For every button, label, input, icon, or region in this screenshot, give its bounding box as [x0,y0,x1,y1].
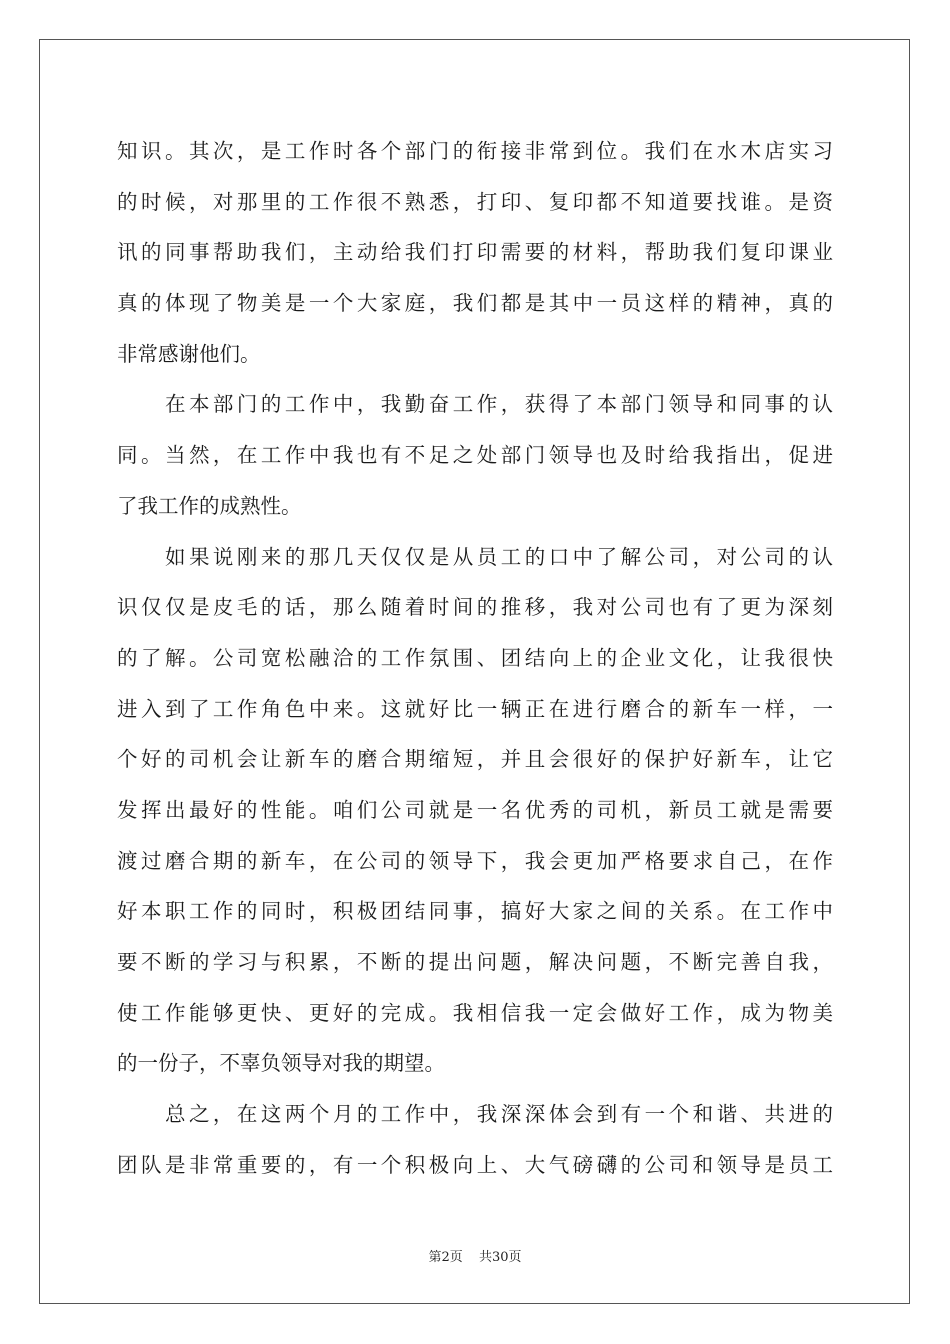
text-line: 讯的同事帮助我们，主动给我们打印需要的材料，帮助我们复印课业 [117,240,833,265]
text-line: 非常感谢他们。 [117,341,261,366]
text-line: 的一份子，不辜负领导对我的期望。 [117,1051,445,1076]
text-line: 了我工作的成熟性。 [117,493,302,518]
text-line: 知识。其次，是工作时各个部门的衔接非常到位。我们在水木店实习 [117,139,833,163]
text-line: 好本职工作的同时，积极团结同事，搞好大家之间的关系。在工作中 [117,899,833,924]
text-line: 团队是非常重要的，有一个积极向上、大气磅礴的公司和领导是员工 [117,1152,833,1177]
text-line: 进入到了工作角色中来。这就好比一辆正在进行磨合的新车一样，一 [117,696,833,721]
text-line: 识仅仅是皮毛的话，那么随着时间的推移，我对公司也有了更为深刻 [117,595,833,620]
text-line: 同。当然，在工作中我也有不足之处部门领导也及时给我指出，促进 [117,443,833,468]
text-line: 要不断的学习与积累，不断的提出问题，解决问题，不断完善自我， [117,950,833,974]
page-number: 第2页 [428,1250,463,1265]
text-line: 在本部门的工作中，我勤奋工作，获得了本部门领导和同事的认 [117,392,833,417]
text-line: 发挥出最好的性能。咱们公司就是一名优秀的司机，新员工就是需要 [117,797,833,822]
page-total: 共30页 [478,1250,522,1265]
text-line: 使工作能够更快、更好的完成。我相信我一定会做好工作，成为物美 [117,1000,833,1025]
text-line: 个好的司机会让新车的磨合期缩短，并且会很好的保护好新车，让它 [117,747,833,772]
text-line: 的时候，对那里的工作很不熟悉，打印、复印都不知道要找谁。是资 [117,189,833,214]
text-line: 的了解。公司宽松融洽的工作氛围、团结向上的企业文化，让我很快 [117,645,833,670]
document-body [117,126,833,1190]
page-footer [0,1246,950,1265]
text-line: 总之，在这两个月的工作中，我深深体会到有一个和谐、共进的 [117,1102,833,1127]
text-line: 真的体现了物美是一个大家庭，我们都是其中一员这样的精神，真的 [117,291,833,316]
text-line: 如果说刚来的那几天仅仅是从员工的口中了解公司，对公司的认 [117,544,833,569]
text-line: 渡过磨合期的新车，在公司的领导下，我会更加严格要求自己，在作 [117,848,833,873]
